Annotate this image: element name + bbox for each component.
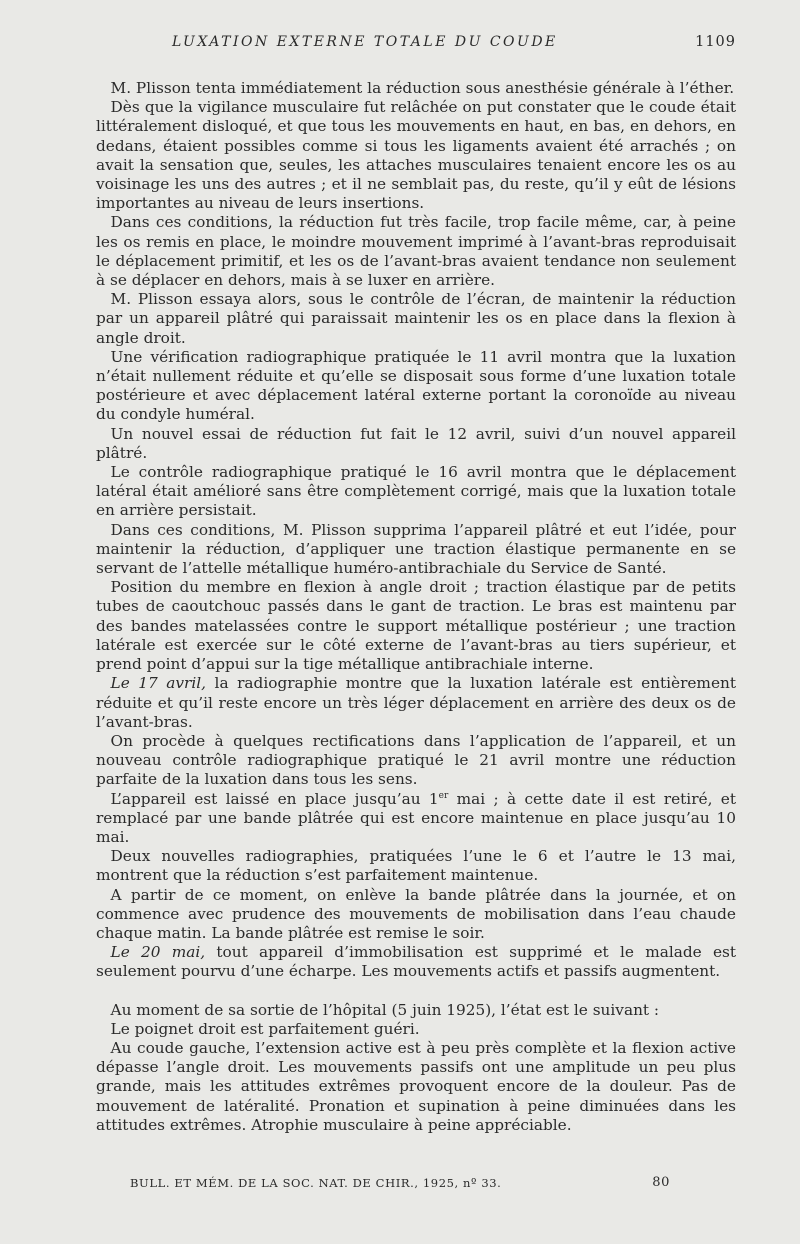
paragraph-text: tout appareil d’immobilisation est supprimé et le malade est seulement pourvu d’une écharpe. Les mouvements actifs et passifs augmentent.: [96, 943, 736, 981]
journal-reference: BULL. ET MÉM. DE LA SOC. NAT. DE CHIR., 1925, nº 33.: [130, 1176, 502, 1190]
paragraph: [96, 1001, 736, 1020]
page-footer: [130, 1176, 670, 1196]
paragraph: [96, 943, 736, 981]
paragraph-text: Dès que la vigilance musculaire fut relâchée on put constater que le coude était littéralement disloqué, et que tous les mouvements en haut, en bas, en dehors, en dedans, étaient possibles comme si tous les ligaments avaient été arrachés ; on avait la sensation que, seules, les attaches musculaires tenaient encore les os au voisinage les uns des autres ; et il ne semblait pas, du reste, qu’il y eût de lésions importantes au niveau de leurs insertions.: [96, 98, 736, 213]
paragraph: [96, 521, 736, 579]
paragraph-lead: Le 20 mai,: [110, 943, 206, 962]
running-title: LUXATION EXTERNE TOTALE DU COUDE: [172, 34, 558, 50]
paragraph-text: Au moment de sa sortie de l’hôpital (5 juin 1925), l’état est le suivant :: [110, 1000, 660, 1019]
paragraph-text: Position du membre en flexion à angle droit ; traction élastique par de petits tubes de caoutchouc passés dans le gant de traction. Le bras est maintenu par des bandes matelassées contre le support métallique postérieur ; une traction latérale est exercée sur le côté externe de l’avant-bras au tiers supérieur, et prend point d’appui sur la tige métallique antibrachiale interne.: [96, 578, 736, 674]
paragraph-text: A partir de ce moment, on enlève la bande plâtrée dans la journée, et on commence avec prudence des mouvements de mobilisation dans l’eau chaude chaque matin. La bande plâtrée est remise le soir.: [96, 885, 736, 942]
paragraph: [96, 790, 736, 848]
paragraph: [96, 886, 736, 944]
paragraph-text: Deux nouvelles radiographies, pratiquées l’une le 6 et l’autre le 13 mai, montrent que la réduction s’est parfaitement maintenue.: [96, 847, 736, 885]
paragraph: [96, 578, 736, 674]
paragraph-text: M. Plisson essaya alors, sous le contrôle de l’écran, de maintenir la réduction par un appareil plâtré qui paraissait maintenir les os en place dans la flexion à angle droit.: [96, 290, 736, 347]
paragraph-text: Dans ces conditions, la réduction fut très facile, trop facile même, car, à peine les os remis en place, le moindre mouvement imprimé à l’avant-bras reproduisait le déplacement primitif, et les os de l’avant-bras avaient tendance non seulement à se déplacer en dehors, mais à se luxer en arrière.: [96, 213, 736, 290]
paragraph-text: Une vérification radiographique pratiquée le 11 avril montra que la luxation n’était nullement réduite et qu’elle se disposait sous forme d’une luxation totale postérieure et avec déplacement latéral externe portant la coronoïde au niveau du condyle huméral.: [96, 347, 736, 424]
article-body: [96, 79, 736, 1135]
signature-number: 80: [652, 1175, 670, 1190]
paragraph: [96, 463, 736, 521]
paragraph: [96, 847, 736, 885]
paragraph: [96, 1039, 736, 1135]
paragraph-text: Dans ces conditions, M. Plisson supprima l’appareil plâtré et eut l’idée, pour maintenir la réduction, d’appliquer une traction élastique permanente en se servant de l’attelle métallique huméro-antibrachiale du Service de Santé.: [96, 520, 736, 578]
paragraph: [96, 79, 736, 98]
paragraph-text-tail: mai ; à cette date il est retiré, et remplacé par une bande plâtrée qui est encore maintenue en place jusqu’au 10 mai.: [96, 789, 736, 846]
running-header: [96, 34, 736, 58]
paragraph-text: Le contrôle radiographique pratiqué le 16 avril montra que le déplacement latéral était amélioré sans être complètement corrigé, mais que la luxation totale en arrière persistait.: [96, 463, 736, 520]
paragraph-text: L’appareil est laissé en place jusqu’au 1: [110, 789, 439, 808]
paragraph-text: On procède à quelques rectifications dans l’application de l’appareil, et un nouveau contrôle radiographique pratiqué le 21 avril montre une réduction parfaite de la luxation dans tous les sens.: [96, 731, 736, 789]
paragraph: [96, 98, 736, 213]
paragraph: [96, 674, 736, 732]
superscript: er: [438, 790, 449, 801]
paragraph-text: Le poignet droit est parfaitement guéri.: [110, 1019, 420, 1038]
page-number: 1109: [695, 34, 736, 50]
paragraph: [96, 348, 736, 425]
paragraph-text: la radiographie montre que la luxation latérale est entièrement réduite et qu’il reste encore un très léger déplacement en arrière des deux os de l’avant-bras.: [96, 674, 736, 731]
paragraph-lead: Le 17 avril,: [110, 674, 207, 693]
paragraph-text: Au coude gauche, l’extension active est à peu près complète et la flexion active dépasse l’angle droit. Les mouvements passifs ont une amplitude un peu plus grande, mais les attitudes extrêmes provoquent encore de la douleur. Pas de mouvement de latéralité. Pronation et supination à peine diminuées dans les attitudes extrêmes. Atrophie musculaire à peine appréciable.: [96, 1038, 736, 1134]
paragraph-text: Un nouvel essai de réduction fut fait le 12 avril, suivi d’un nouvel appareil plâtré.: [96, 424, 736, 462]
paragraph-text: M. Plisson tenta immédiatement la réduction sous anesthésie générale à l’éther.: [110, 79, 735, 97]
paragraph: [96, 732, 736, 790]
paragraph: [96, 213, 736, 290]
paragraph: [96, 290, 736, 348]
paragraph: [96, 1020, 736, 1039]
paragraph: [96, 425, 736, 463]
